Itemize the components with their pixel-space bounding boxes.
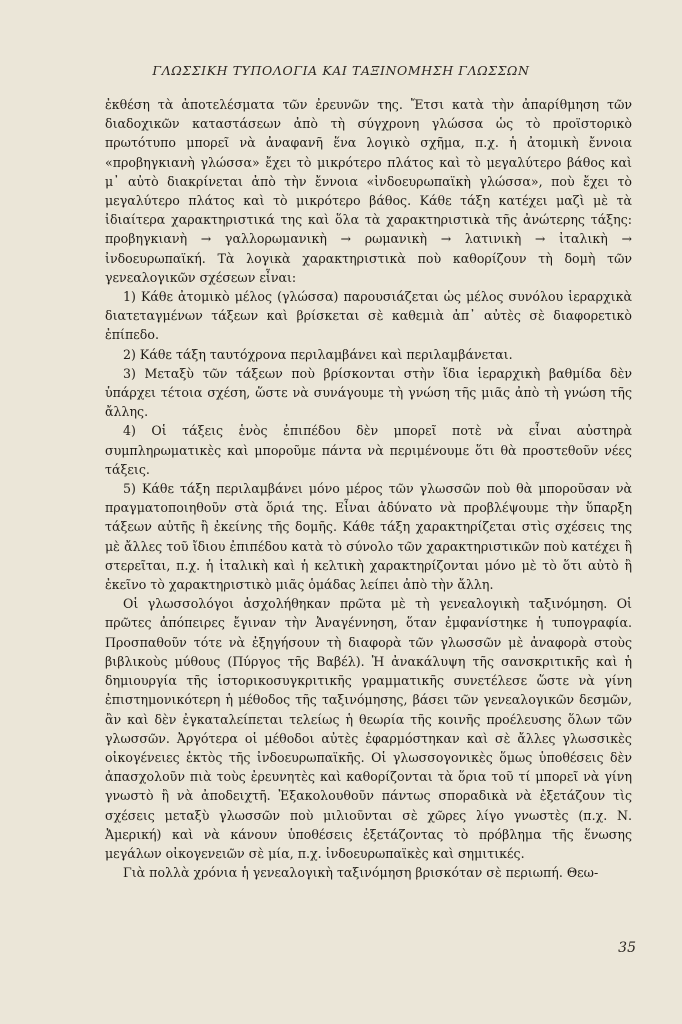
paragraph: 1) Κάθε ἀτομικὸ μέλος (γλώσσα) παρουσιάζεται ὡς μέλος συνόλου ἱεραρχικὰ διατεταγμένων τάξεων καὶ βρίσκεται σὲ καθεμιὰ ἀπ᾽ αὐτὲς σὲ διαφορετικὸ ἐπίπεδο.: [105, 289, 632, 343]
paragraph: 3) Μεταξὺ τῶν τάξεων ποὺ βρίσκονται στὴν ἴδια ἱεραρχικὴ βαθμίδα δὲν ὑπάρχει τέτοια σχέση, ὥστε νὰ συνάγουμε τὴ γνώση τῆς μιᾶς ἀπὸ τὴ γνώση τῆς ἄλλης.: [105, 365, 632, 420]
paragraph: ἐκθέση τὰ ἀποτελέσματα τῶν ἐρευνῶν της. Ἔτσι κατὰ τὴν ἀπαρίθμηση τῶν διαδοχικῶν καταστάσεων ἀπὸ τὴ σύγχρονη γλώσσα ὡς τὸ προϊστορικὸ πρωτότυπο μπορεῖ νὰ ἀναφανῆ ἕνα λογικὸ σχῆμα, π.χ. ἡ ἀτομικὴ ἔννοια «προβηγκιανὴ γλώσσα» ἔχει τὸ μικρότερο πλάτος καὶ τὸ μεγαλύτερο βάθος καὶ μ᾽ αὐτὸ διακρίνεται ἀπὸ τὴν ἔννοια «ἰνδοευρωπαϊκὴ γλώσσα», ποὺ ἔχει τὸ μεγαλύτερο πλάτος καὶ τὸ μικρότερο βάθος. Κάθε τάξη κατέχει μαζὶ μὲ τὰ ἰδιαίτερα χαρακτηριστικά της καὶ ὅλα τὰ χαρακτηριστικὰ τῆς ἀνώτερης τάξης: προβηγκιανὴ → γαλλορωμανικὴ → ρωμανικὴ → λατινικὴ → ἰταλικὴ → ἰνδοευρωπαϊκή. Τὰ λογικὰ χαρακτηριστικὰ ποὺ καθορίζουν τὴ δομὴ τῶν γενεαλογικῶν σχέσεων εἶναι:: [105, 97, 632, 285]
running-header: ΓΛΩΣΣΙΚΗ ΤΥΠΟΛΟΓΙΑ ΚΑΙ ΤΑΞΙΝΟΜΗΣΗ ΓΛΩΣΣΩΝ: [152, 63, 530, 78]
paragraph: Οἱ γλωσσολόγοι ἀσχολήθηκαν πρῶτα μὲ τὴ γενεαλογικὴ ταξινόμηση. Οἱ πρῶτες ἀπόπειρες ἔγιναν τὴν Ἀναγέννηση, ὅταν ἐμφανίστηκε ἡ τυπογραφία. Προσπαθοῦν τότε νὰ ἐξηγήσουν τὴ διαφορὰ τῶν γλωσσῶν μὲ ἀναφορὰ στοὺς βιβλικοὺς μύθους (Πύργος τῆς Βαβέλ). Ἡ ἀνακάλυψη τῆς σανσκριτικῆς καὶ ἡ δημιουργία τῆς ἱστορικοσυγκριτικῆς γραμματικῆς συνετέλεσε ὥστε νὰ γίνη ἐπιστημονικότερη ἡ μέθοδος τῆς ταξινόμησης, βάσει τῶν γενεαλογικῶν δεσμῶν, ἂν καὶ δὲν ἐγκαταλείπεται τελείως ἡ θεωρία τῆς κοινῆς προέλευσης ὅλων τῶν γλωσσῶν. Ἀργότερα οἱ μέθοδοι αὐτὲς ἐφαρμόστηκαν καὶ σὲ ἄλλες γλωσσικὲς οἰκογένειες ἐκτὸς τῆς ἰνδοευρωπαϊκῆς. Οἱ γλωσσογονικὲς ὅμως ὑποθέσεις δὲν ἀπασχολοῦν πιὰ τοὺς ἐρευνητὲς καὶ καθορίζονται τὰ ὅρια τοῦ τί μπορεῖ νὰ γίνη γνωστὸ ἢ νὰ ἀποδειχτῆ. Ἐξακολουθοῦν πάντως σποραδικὰ νὰ ἐξετάζουν τὶς σχέσεις μεταξὺ γλωσσῶν ποὺ μιλιοῦνται σὲ χῶρες λίγο γνωστὲς (π.χ. Ν. Ἀμερική) καὶ νὰ κάνουν ὑποθέσεις ἐξετάζοντας τὸ πρόβλημα τῆς ἕνωσης μεγάλων οἰκογενειῶν σὲ μία, π.χ. ἰνδοευρωπαϊκὲς καὶ σημιτικές.: [105, 596, 632, 861]
paragraph: Γιὰ πολλὰ χρόνια ἡ γενεαλογικὴ ταξινόμηση βρισκόταν σὲ περιωπή. Θεω-: [123, 865, 599, 881]
paragraph: 4) Οἱ τάξεις ἑνὸς ἐπιπέδου δὲν μπορεῖ ποτὲ νὰ εἶναι αὐστηρὰ συμπληρωματικὲς καὶ μποροῦμε πάντα νὰ περιμένουμε ὅτι θὰ προστεθοῦν νέες τάξεις.: [105, 423, 632, 477]
page-number: 35: [618, 940, 636, 956]
paragraph: 5) Κάθε τάξη περιλαμβάνει μόνο μέρος τῶν γλωσσῶν ποὺ θὰ μποροῦσαν νὰ πραγματοποιηθοῦν στὰ ὅριά της. Εἶναι ἀδύνατο νὰ προβλέψουμε τὴν ὕπαρξη τάξεων αὐτῆς ἢ ἐκείνης τῆς δομῆς. Κάθε τάξη χαρακτηρίζεται στὶς σχέσεις της μὲ ἄλλες τοῦ ἴδιου ἐπιπέδου κατὰ τὸ σύνολο τῶν χαρακτηριστικῶν ποὺ κατέχει ἢ στερεῖται, π.χ. ἡ ἰταλικὴ καὶ ἡ κελτικὴ χαρακτηρίζονται μόνο μὲ τὸ ὅτι αὐτὸ ἢ ἐκεῖνο τὸ χαρακτηριστικὸ μιᾶς ὁμάδας λείπει ἀπὸ τὴν ἄλλη.: [105, 481, 632, 593]
body-text: [105, 95, 632, 882]
paragraph: 2) Κάθε τάξη ταυτόχρονα περιλαμβάνει καὶ περιλαμβάνεται.: [123, 346, 513, 362]
